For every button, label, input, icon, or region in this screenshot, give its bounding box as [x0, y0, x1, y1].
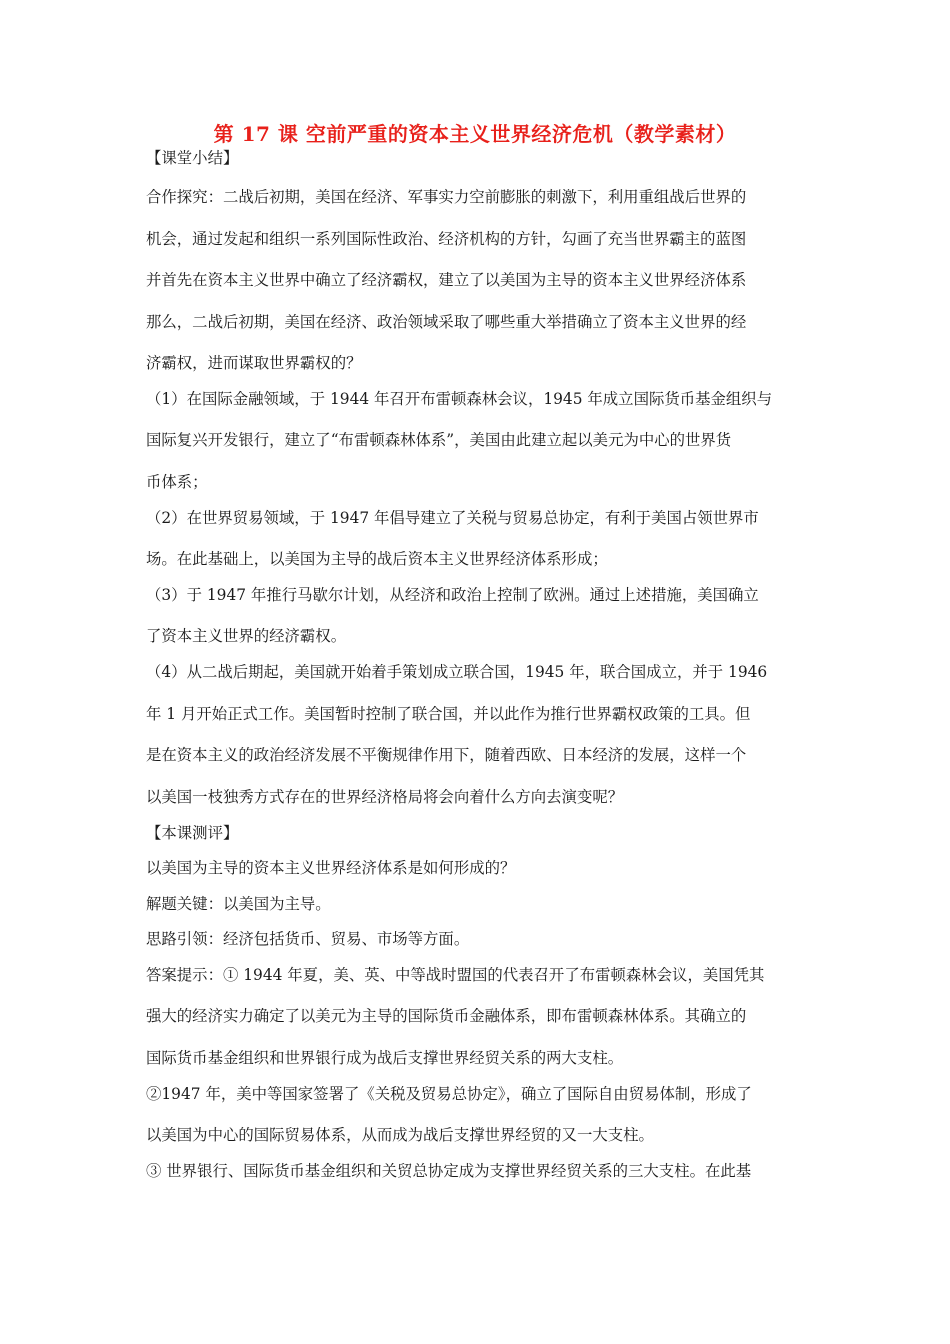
paragraph-line: 并首先在资本主义世界中确立了经济霸权，建立了以美国为主导的资本主义世界经济体系	[146, 271, 747, 289]
answer-line: ②1947 年，美中等国家签署了《关税及贸易总协定》，确立了国际自由贸易体制，形成了	[146, 1085, 752, 1103]
answer-line: 国际货币基金组织和世界银行成为战后支撑世界经贸关系的两大支柱。	[146, 1049, 624, 1067]
key-point-line: 解题关键：以美国为主导。	[146, 895, 331, 913]
paragraph-line: 了资本主义世界的经济霸权。	[146, 627, 347, 645]
question-line: 以美国为主导的资本主义世界经济体系是如何形成的？	[146, 859, 516, 877]
answer-line: 强大的经济实力确定了以美元为主导的国际货币金融体系，即布雷顿森林体系。其确立的	[146, 1007, 747, 1025]
paragraph-line: （1）在国际金融领域，于 1944 年召开布雷顿森林会议，1945 年成立国际货币基金组织与	[146, 390, 773, 408]
paragraph-line: 是在资本主义的政治经济发展不平衡规律作用下，随着西欧、日本经济的发展，这样一个	[146, 746, 747, 764]
paragraph-line: 以美国一枝独秀方式存在的世界经济格局将会向着什么方向去演变呢？	[146, 788, 624, 806]
paragraph-line: 那么，二战后初期，美国在经济、政治领域采取了哪些重大举措确立了资本主义世界的经	[146, 313, 747, 331]
section-heading-evaluation: 【本课测评】	[146, 824, 239, 842]
document-title: 第 17 课 空前严重的资本主义世界经济危机（教学素材）	[213, 122, 737, 146]
paragraph-line: （4）从二战后期起，美国就开始着手策划成立联合国，1945 年，联合国成立，并于 1946	[146, 663, 768, 681]
paragraph-line: 国际复兴开发银行，建立了“布雷顿森林体系”，美国由此建立起以美元为中心的世界货	[146, 431, 732, 449]
paragraph-line: 场。在此基础上，以美国为主导的战后资本主义世界经济体系形成；	[146, 550, 608, 568]
paragraph-line: 币体系；	[146, 473, 208, 491]
answer-line: 以美国为中心的国际贸易体系，从而成为战后支撑世界经贸的又一大支柱。	[146, 1126, 654, 1144]
paragraph-line: （3）于 1947 年推行马歇尔计划，从经济和政治上控制了欧洲。通过上述措施，美国确立	[146, 586, 759, 604]
paragraph-line: 机会，通过发起和组织一系列国际性政治、经济机构的方针，勾画了充当世界霸主的蓝图	[146, 230, 747, 248]
answer-line: 答案提示：① 1944 年夏，美、英、中等战时盟国的代表召开了布雷顿森林会议，美国凭其	[146, 966, 765, 984]
hint-line: 思路引领：经济包括货币、贸易、市场等方面。	[146, 930, 470, 948]
answer-line: ③ 世界银行、国际货币基金组织和关贸总协定成为支撑世界经贸关系的三大支柱。在此基	[146, 1162, 752, 1180]
paragraph-line: 年 1 月开始正式工作。美国暂时控制了联合国，并以此作为推行世界霸权政策的工具。但	[146, 705, 751, 723]
paragraph-line: 济霸权，进而谋取世界霸权的？	[146, 354, 362, 372]
paragraph-line: 合作探究：二战后初期，美国在经济、军事实力空前膨胀的刺激下，利用重组战后世界的	[146, 188, 747, 206]
paragraph-line: （2）在世界贸易领域，于 1947 年倡导建立了关税与贸易总协定，有利于美国占领世界市	[146, 509, 759, 527]
section-heading-summary: 【课堂小结】	[146, 149, 239, 167]
